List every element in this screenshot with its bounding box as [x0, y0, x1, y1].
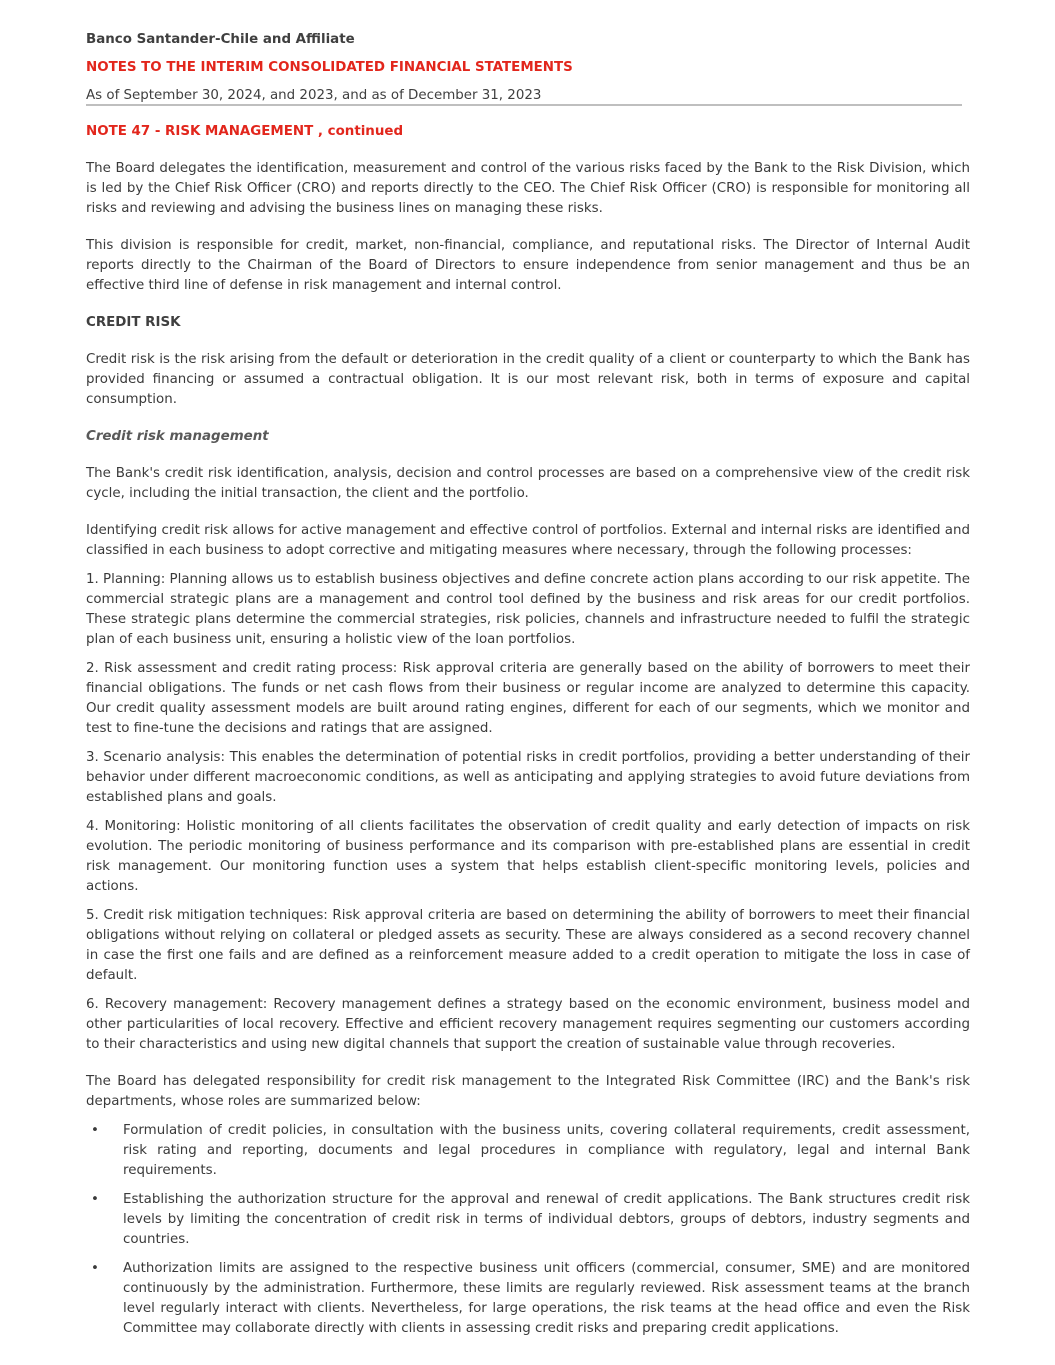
bullet-icon: • [91, 1192, 99, 1207]
process-item: 5. Credit risk mitigation techniques: Risk approval criteria are based on determining the ability of borrowers to meet their financial obligations without relying on collateral or pledged assets as security. These are always considered as a second recovery channel in case the first one fails and are defined as a reinforcement measure added to a credit operation to mitigate the loss in case of default. [86, 908, 970, 983]
management-intro-paragraph: The Bank's credit risk identification, analysis, decision and control processes are based on a comprehensive view of the credit risk cycle, including the initial transaction, the client and the portfolio. [86, 466, 970, 501]
list-item-text: Authorization limits are assigned to the respective business unit officers (commercial, consumer, SME) and are monitored continuously by the administration. Furthermore, these limits are regularly reviewed. Risk assessment teams at the branch level regularly interact with clients. Nevertheless, for large operations, the risk teams at the head office and even the Risk Committee may collaborate directly with clients in assessing credit risks and preparing credit applications. [123, 1261, 970, 1336]
intro-paragraph: This division is responsible for credit, market, non-financial, compliance, and reputational risks. The Director of Internal Audit reports directly to the Chairman of the Board of Directors to ensure independence from senior management and thus be an effective third line of defense in risk management and internal control. [86, 238, 970, 293]
process-item: 6. Recovery management: Recovery management defines a strategy based on the economic environment, business model and other particularities of local recovery. Effective and efficient recovery management requires segmenting our customers according to their characteristics and using new digital channels that support the creation of sustainable value through recoveries. [86, 997, 970, 1052]
delegation-paragraph: The Board has delegated responsibility for credit risk management to the Integrated Risk Committee (IRC) and the Bank's risk departments, whose roles are summarized below: [86, 1074, 970, 1109]
process-item: 2. Risk assessment and credit rating process: Risk approval criteria are generally based on the ability of borrowers to meet their financial obligations. The funds or net cash flows from their business or regular income are analyzed to determine this capacity. Our credit quality assessment models are built around rating engines, different for each of our segments, which we monitor and test to fine-tune the decisions and ratings that are assigned. [86, 661, 970, 736]
company-name: Banco Santander-Chile and Affiliate [86, 32, 355, 47]
statements-title: NOTES TO THE INTERIM CONSOLIDATED FINANCIAL STATEMENTS [86, 60, 573, 75]
list-item-text: Formulation of credit policies, in consultation with the business units, covering collateral requirements, credit assessment, risk rating and reporting, documents and legal procedures in compliance with regulatory, legal and internal Bank requirements. [123, 1123, 970, 1178]
header-divider [86, 104, 962, 106]
list-item-text: Establishing the authorization structure for the approval and renewal of credit applications. The Bank structures credit risk levels by limiting the concentration of credit risk in terms of individual debtors, groups of debtors, industry segments and countries. [123, 1192, 970, 1247]
process-item: 4. Monitoring: Holistic monitoring of all clients facilitates the observation of credit quality and early detection of impacts on risk evolution. The periodic monitoring of business performance and its comparison with pre-established plans are essential in credit risk management. Our monitoring function uses a system that helps establish client-specific monitoring levels, policies and actions. [86, 819, 970, 894]
roles-list [86, 1121, 970, 1339]
note-body [86, 122, 970, 1348]
process-item: 3. Scenario analysis: This enables the determination of potential risks in credit portfolios, providing a better understanding of their behavior under different macroeconomic conditions, as well as anticipating and applying strategies to avoid future deviations from established plans and goals. [86, 750, 970, 805]
list-item [86, 1259, 970, 1339]
process-item: 1. Planning: Planning allows us to establish business objectives and define concrete action plans according to our risk appetite. The commercial strategic plans are a management and control tool defined by the business and risk areas for our credit portfolios. These strategic plans determine the commercial strategies, risk policies, channels and infrastructure needed to fulfil the strategic plan of each business unit, ensuring a holistic view of the loan portfolios. [86, 572, 970, 647]
bullet-icon: • [91, 1123, 99, 1138]
list-item [86, 1121, 970, 1181]
intro-paragraph: The Board delegates the identification, measurement and control of the various risks faced by the Bank to the Risk Division, which is led by the Chief Risk Officer (CRO) and reports directly to the CEO. The Chief Risk Officer (CRO) is responsible for monitoring all risks and reviewing and advising the business lines on managing these risks. [86, 161, 970, 216]
identifying-paragraph: Identifying credit risk allows for active management and effective control of portfolios. External and internal risks are identified and classified in each business to adopt corrective and mitigating measures where necessary, through the following processes: [86, 523, 970, 558]
as-of-date: As of September 30, 2024, and 2023, and as of December 31, 2023 [86, 88, 542, 103]
credit-risk-definition: Credit risk is the risk arising from the default or deterioration in the credit quality of a client or counterparty to which the Bank has provided financing or assumed a contractual obligation. It is our most relevant risk, both in terms of exposure and capital consumption. [86, 352, 970, 407]
list-item [86, 1190, 970, 1250]
subheading-credit-risk-management: Credit risk management [86, 429, 269, 444]
section-heading-credit-risk: CREDIT RISK [86, 315, 181, 330]
bullet-icon: • [91, 1261, 99, 1276]
note-title: NOTE 47 - RISK MANAGEMENT , continued [86, 124, 404, 139]
